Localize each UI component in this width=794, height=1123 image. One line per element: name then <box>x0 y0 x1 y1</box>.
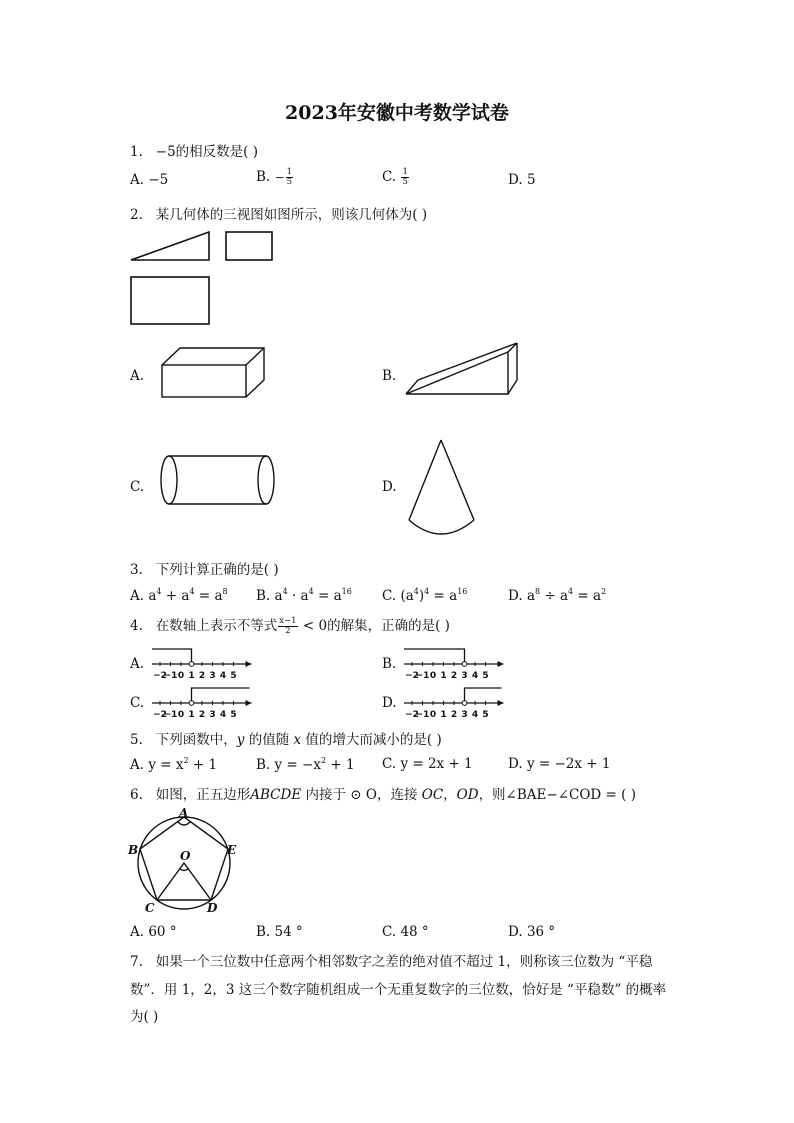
tick-label: 2 <box>450 710 458 720</box>
q5-option-d[interactable]: D. y = −2x + 1 <box>508 756 611 772</box>
question-5: 5. 下列函数中，y 的值随 x 值的增大而减小的是( ) <box>130 732 442 748</box>
question-text: −5的相反数是( ) <box>155 144 258 160</box>
question-7-line-2: 数”．用 1，2，3 这三个数字随机组成一个无重复数字的三位数，恰好是 “平稳数” 的概率 <box>130 982 667 998</box>
label-a: A <box>179 806 189 820</box>
tick-label: 0 <box>177 671 185 681</box>
q6-option-a[interactable]: A. 60 ° <box>130 924 177 940</box>
q6-option-b[interactable]: B. 54 ° <box>256 924 303 940</box>
q4-option-d[interactable]: D. <box>382 695 397 711</box>
q4-option-c[interactable]: C. <box>130 695 145 711</box>
tick-label: 5 <box>482 710 489 720</box>
question-text: 在数轴上表示不等式 <box>155 618 278 634</box>
tick-label: −2 <box>405 671 419 681</box>
label-c: C <box>145 901 155 915</box>
question-text: 下列计算正确的是( ) <box>155 562 279 578</box>
label-d: D <box>207 901 218 915</box>
question-7-line-3: 为( ) <box>130 1009 159 1025</box>
tick-label: 2 <box>198 710 206 720</box>
tick-label: 5 <box>230 710 237 720</box>
tick-label: 3 <box>209 710 216 720</box>
question-6: 6. 如图，正五边形ABCDE 内接于 ⊙ O，连接 OC，OD，则∠BAE−∠COD = ( ) <box>130 787 636 803</box>
q1-option-d[interactable]: D. 5 <box>508 172 536 188</box>
tick-label: −1 <box>415 671 430 681</box>
tick-label: 4 <box>471 710 479 720</box>
question-text: 某几何体的三视图如图所示，则该几何体为( ) <box>155 207 428 223</box>
q6-option-d[interactable]: D. 36 ° <box>508 924 556 940</box>
tick-label: 0 <box>429 671 437 681</box>
question-7: 7. 如果一个三位数中任意两个相邻数字之差的绝对值不超过 1，则称该三位数为 “平稳 <box>130 954 653 970</box>
tick-label: 1 <box>188 710 195 720</box>
tick-label: 0 <box>429 710 437 720</box>
q1-option-c[interactable]: C. $\frac{1}{5}$ <box>382 167 408 187</box>
tick-label: 1 <box>440 710 447 720</box>
tick-label: 3 <box>461 710 468 720</box>
q5-option-a[interactable]: A. $y = x^2 + 1$ <box>130 756 218 773</box>
q3-option-b[interactable]: B. $a^4 \cdot a^4 = a^{16}$ <box>256 587 352 604</box>
inequality-fraction: $\frac{x-1}{2}$ <box>279 616 297 636</box>
q2-option-c[interactable]: C. <box>130 479 145 495</box>
q3-option-d[interactable]: D. $a^8 \div a^4 = a^2$ <box>508 587 607 604</box>
tick-label: −1 <box>163 671 178 681</box>
tick-label: 4 <box>471 671 479 681</box>
q3-option-a[interactable]: A. $a^4 + a^4 = a^8$ <box>130 587 228 604</box>
q4-option-b[interactable]: B. <box>382 656 397 672</box>
angle-a-arc <box>178 822 190 825</box>
question-number: 2. <box>130 207 143 223</box>
label-b: B <box>128 843 139 857</box>
tick-label: −2 <box>153 671 167 681</box>
q2-option-a[interactable]: A. <box>130 368 145 384</box>
q6-option-c[interactable]: C. 48 ° <box>382 924 429 940</box>
tick-label: 5 <box>230 671 237 681</box>
q5-option-b[interactable]: B. $y = -x^2 + 1$ <box>256 756 355 773</box>
question-number: 6. <box>130 787 143 803</box>
q2-option-b[interactable]: B. <box>382 368 397 384</box>
q1-option-b[interactable]: B. − $\frac{1}{5}$ <box>256 167 292 187</box>
tick-label: 5 <box>482 671 489 681</box>
tick-label: 4 <box>219 671 227 681</box>
tick-label: −2 <box>405 710 419 720</box>
q2-option-d[interactable]: D. <box>382 479 397 495</box>
tick-label: −1 <box>415 710 430 720</box>
question-number: 4. <box>130 618 143 634</box>
label-o: O <box>180 849 191 863</box>
question-number: 7. <box>130 954 143 970</box>
tick-label: 2 <box>198 671 206 681</box>
tick-label: 4 <box>219 710 227 720</box>
q4-option-a[interactable]: A. <box>130 656 145 672</box>
tick-label: 1 <box>188 671 195 681</box>
question-number: 3. <box>130 562 143 578</box>
angle-o-arc <box>180 869 188 871</box>
q3-option-c[interactable]: C. $(a^4)^4 = a^{16}$ <box>382 587 468 604</box>
tick-label: 3 <box>209 671 216 681</box>
question-number: 1. <box>130 144 143 160</box>
q1-option-a[interactable]: A. −5 <box>130 172 169 188</box>
tick-label: 1 <box>440 671 447 681</box>
question-number: 5. <box>130 732 143 748</box>
tick-label: 0 <box>177 710 185 720</box>
tick-label: 3 <box>461 671 468 681</box>
tick-label: −1 <box>163 710 178 720</box>
label-e: E <box>227 843 237 857</box>
question-4: 4. 在数轴上表示不等式 $\frac{x-1}{2}$ < 0的解集，正确的是( ) <box>130 616 450 636</box>
segments-oc-od <box>157 863 211 900</box>
q5-option-c[interactable]: C. y = 2x + 1 <box>382 756 473 772</box>
tick-label: 2 <box>450 671 458 681</box>
tick-label: −2 <box>153 710 167 720</box>
page-title: 2023年安徽中考数学试卷 <box>285 102 509 124</box>
